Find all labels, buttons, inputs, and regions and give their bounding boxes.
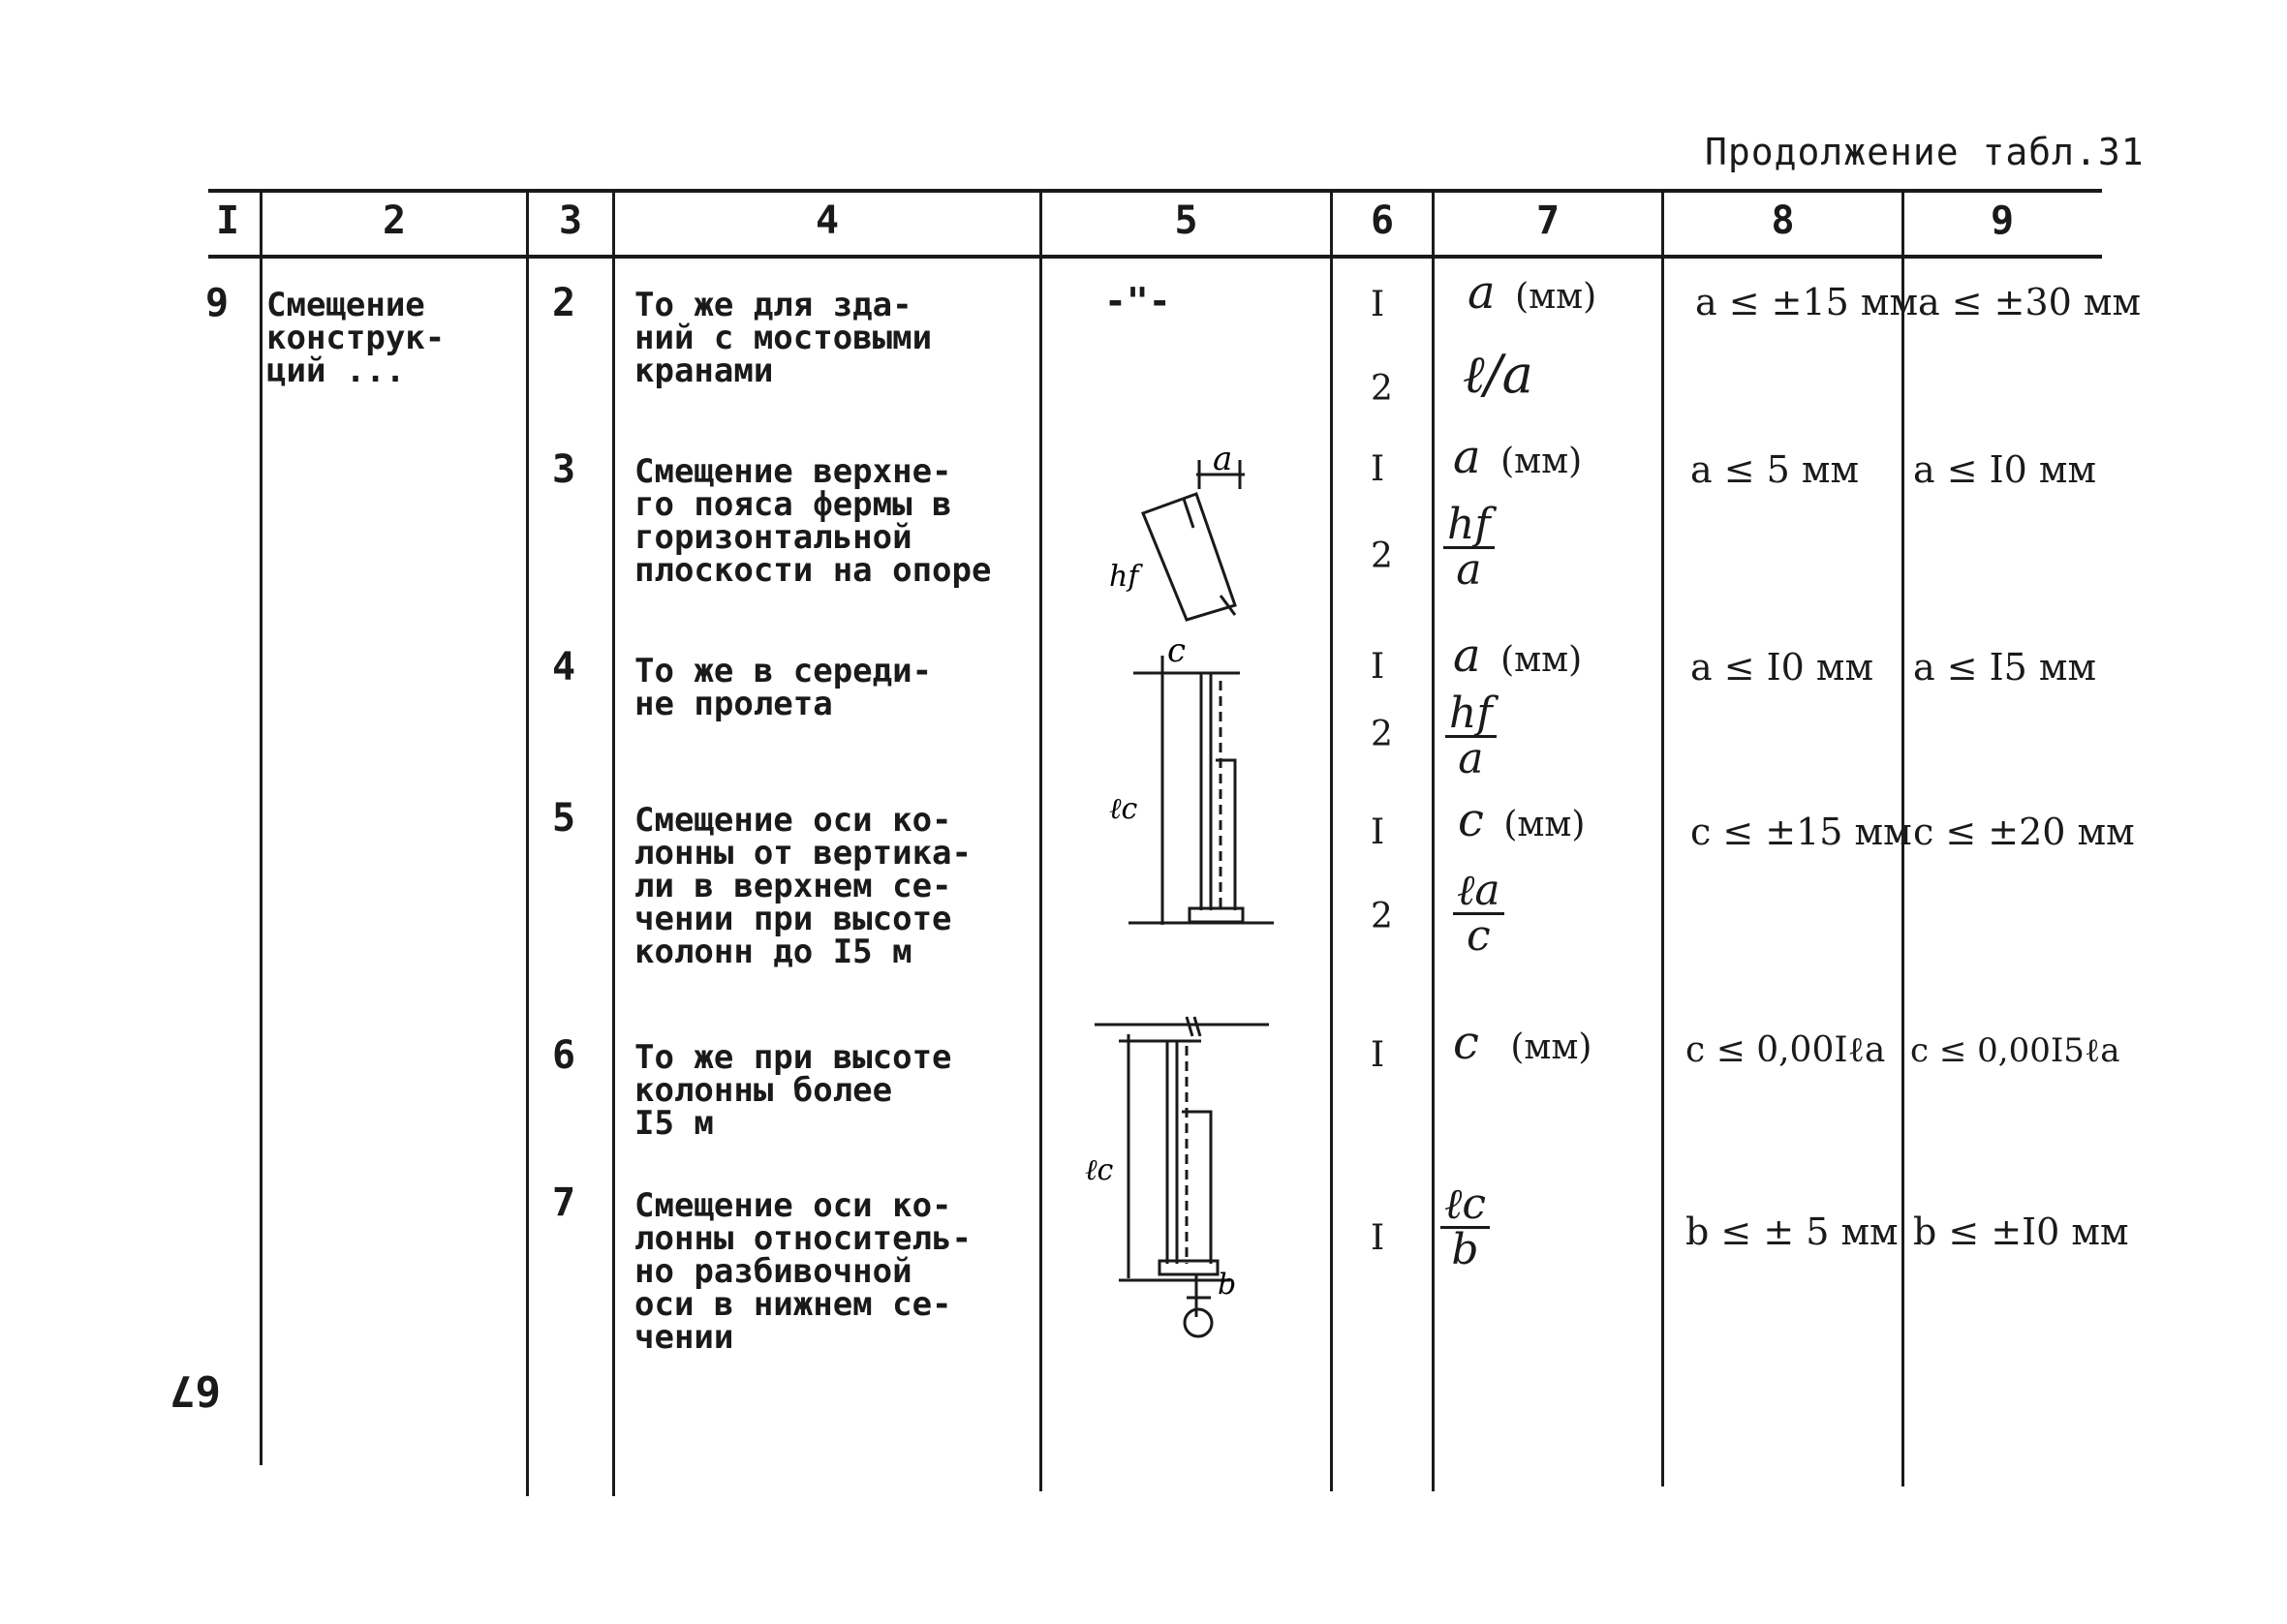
- header-col-1: I: [215, 199, 240, 243]
- column-divider-6: [1432, 189, 1435, 1491]
- tolerance-class-2: a ≤ ±30 мм: [1918, 281, 2142, 323]
- param-value: [1453, 628, 1583, 683]
- page-number: 67: [170, 1365, 221, 1415]
- param-unit: (мм): [1500, 640, 1583, 680]
- param-ratio: ℓ/a: [1463, 344, 1533, 405]
- param-fraction: [1440, 1180, 1490, 1274]
- fraction-numerator: ℓa: [1453, 870, 1504, 915]
- table-header-rule: [208, 255, 2102, 259]
- tolerance-class-2: c ≤ ±20 мм: [1913, 811, 2135, 853]
- tolerance-class-1: a ≤ ±15 мм: [1695, 281, 1919, 323]
- fraction-denominator: a: [1456, 545, 1482, 595]
- header-col-2: 2: [382, 199, 407, 243]
- header-col-5: 5: [1174, 199, 1198, 243]
- fraction-denominator: a: [1458, 734, 1484, 783]
- tolerance-class-2: c ≤ 0,00I5ℓa: [1910, 1031, 2120, 1070]
- tolerance-class-1: c ≤ 0,00Iℓa: [1685, 1030, 1886, 1070]
- group-name: Смещение конструк- ций ...: [266, 286, 446, 390]
- column-tilt-sketch: [1104, 631, 1288, 944]
- param-index: I: [1371, 1218, 1385, 1258]
- sketch-label-a: a: [1213, 440, 1233, 478]
- param-unit: (мм): [1503, 805, 1586, 844]
- param-unit: (мм): [1515, 277, 1597, 317]
- tolerance-class-2: a ≤ I0 мм: [1913, 448, 2097, 491]
- param-index: I: [1371, 1035, 1385, 1075]
- fraction-numerator: hf: [1445, 692, 1497, 738]
- column-divider-3: [612, 189, 615, 1496]
- row-description: Смещение оси ко- лонны от вертика- ли в верхнем се- чении при высоте колонн до I5 м: [634, 801, 972, 971]
- sketch-label-l: ℓc: [1109, 792, 1138, 826]
- sketch-label-h: hf: [1109, 560, 1139, 594]
- row-number: 5: [552, 796, 576, 841]
- param-fraction: [1453, 866, 1504, 961]
- param-value: [1453, 430, 1583, 484]
- tolerance-class-2: a ≤ I5 мм: [1913, 646, 2097, 689]
- header-col-7: 7: [1535, 199, 1561, 243]
- fraction-denominator: b: [1451, 1225, 1479, 1274]
- header-col-8: 8: [1771, 199, 1795, 243]
- column-divider-2: [526, 189, 529, 1496]
- sketch-same-mark: -"-: [1104, 280, 1171, 322]
- header-col-4: 4: [815, 199, 840, 243]
- row-description: Смещение оси ко- лонны относитель- но разбивочной оси в нижнем се- чении: [634, 1186, 972, 1357]
- sketch-label-l: ℓc: [1085, 1153, 1114, 1187]
- fraction-numerator: ℓc: [1440, 1183, 1490, 1229]
- tolerance-class-1: c ≤ ±15 мм: [1690, 811, 1912, 853]
- fraction-numerator: hf: [1443, 504, 1495, 549]
- column-divider-7: [1661, 189, 1664, 1486]
- column-divider-5: [1330, 189, 1333, 1491]
- param-index: I: [1371, 812, 1385, 852]
- row-number: 7: [552, 1180, 576, 1225]
- param-index: 2: [1371, 897, 1393, 936]
- row-number: 6: [552, 1033, 576, 1078]
- column-divider-1: [260, 189, 263, 1465]
- param-value: [1468, 265, 1597, 320]
- truss-offset-sketch: [1104, 441, 1259, 634]
- param-symbol: c: [1453, 1016, 1479, 1070]
- param-index: 2: [1371, 715, 1393, 754]
- param-unit: (мм): [1500, 442, 1583, 481]
- param-index: I: [1371, 449, 1385, 489]
- row-description: Смещение верхне- го пояса фермы в горизонтальной плоскости на опоре: [634, 452, 992, 590]
- tolerance-class-1: a ≤ I0 мм: [1690, 646, 1874, 689]
- header-col-9: 9: [1990, 199, 2015, 243]
- tolerance-class-1: b ≤ ± 5 мм: [1685, 1210, 1899, 1253]
- group-number: 9: [205, 281, 230, 325]
- param-unit: (мм): [1510, 1027, 1592, 1067]
- header-col-6: 6: [1370, 199, 1395, 243]
- column-base-sketch: [1085, 1007, 1293, 1336]
- row-description: То же для зда- ний с мостовыми кранами: [634, 286, 933, 390]
- table-caption: Продолжение табл.31: [1705, 131, 2145, 173]
- header-col-3: 3: [558, 199, 583, 243]
- param-fraction: [1445, 689, 1497, 783]
- param-value: [1458, 793, 1586, 847]
- sketch-label-b: b: [1218, 1268, 1237, 1302]
- param-index: 2: [1371, 536, 1393, 576]
- param-symbol: c: [1458, 793, 1484, 847]
- tolerance-class-2: b ≤ ±I0 мм: [1913, 1210, 2129, 1253]
- row-description: То же в середи- не пролета: [634, 652, 933, 723]
- param-symbol: a: [1453, 430, 1481, 484]
- row-description: То же при высоте колонны более I5 м: [634, 1038, 952, 1143]
- param-value: [1453, 1016, 1592, 1070]
- row-number: 4: [552, 645, 576, 689]
- sketch-label-c: c: [1167, 631, 1187, 670]
- row-number: 2: [552, 281, 576, 325]
- table-top-rule: [208, 189, 2102, 193]
- param-symbol: a: [1453, 628, 1481, 683]
- tolerance-class-1: a ≤ 5 мм: [1690, 448, 1860, 491]
- fraction-denominator: c: [1466, 911, 1491, 961]
- param-fraction: [1443, 500, 1495, 595]
- param-symbol: a: [1468, 265, 1496, 320]
- param-index: I: [1371, 647, 1385, 687]
- row-number: 3: [552, 447, 576, 492]
- param-index: 2: [1371, 369, 1393, 409]
- param-index: I: [1371, 285, 1385, 324]
